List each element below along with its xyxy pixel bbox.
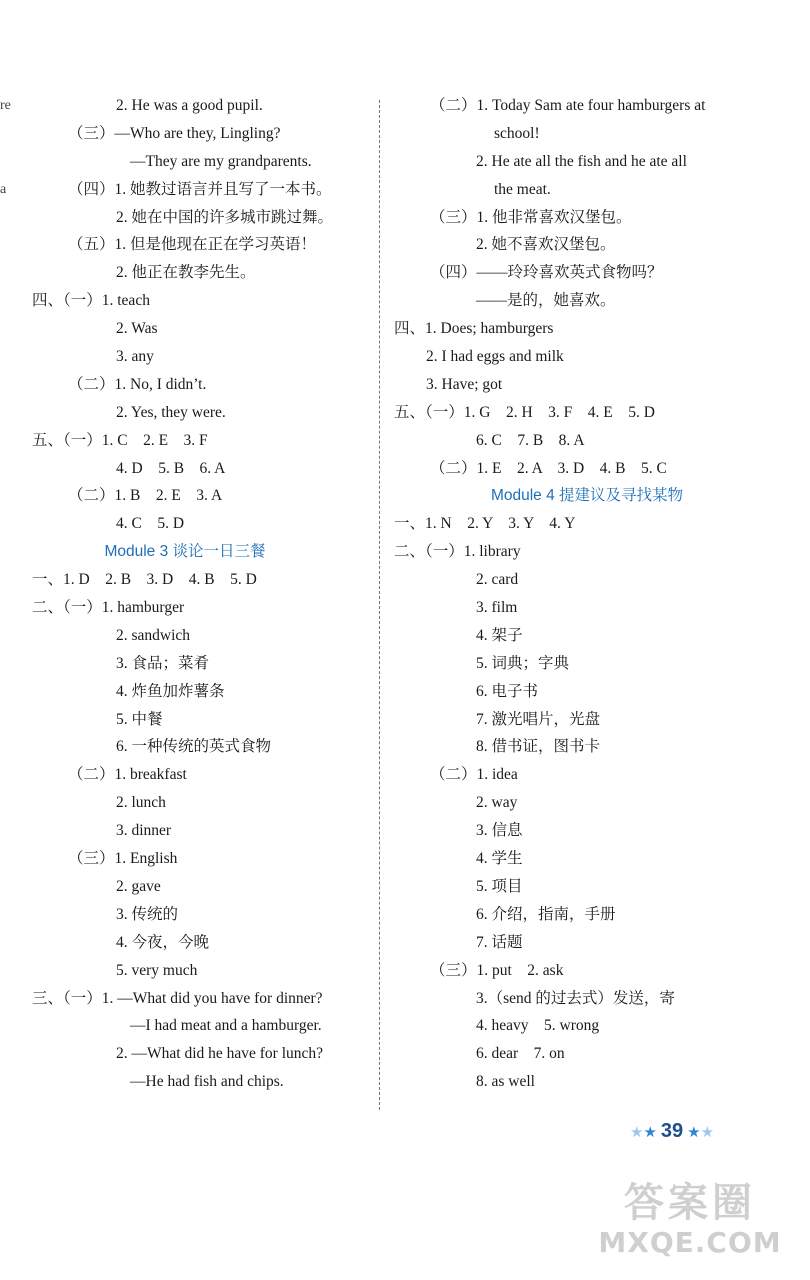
answer-line: 5. 中餐 [116, 710, 163, 728]
answer-line: （三）—Who are they, Lingling? [68, 124, 281, 142]
answer-line: （二）1. E 2. A 3. D 4. B 5. C [430, 459, 667, 477]
answer-line: （二）1. B 2. E 3. A [68, 487, 223, 505]
watermark-logo [575, 1180, 805, 1276]
answer-line: 二、（一）1. library [394, 543, 521, 561]
answer-line: 一、1. D 2. B 3. D 4. B 5. D [32, 571, 257, 589]
answer-line: 4. D 5. B 6. A [116, 459, 226, 477]
answer-line: （二）1. idea [430, 766, 518, 784]
answer-line: 3. 食品；菜肴 [116, 654, 210, 672]
answer-line: 五、（一）1. C 2. E 3. F [32, 431, 208, 449]
answer-line: （四）1. 她教过语言并且写了一本书。 [68, 180, 332, 198]
answer-line: （三）1. English [68, 850, 178, 868]
answer-line: （三）1. put 2. ask [430, 961, 564, 979]
answer-line: （三）1. 他非常喜欢汉堡包。 [430, 208, 632, 226]
answer-line: 2. 她在中国的许多城市跳过舞。 [116, 208, 334, 226]
answer-line: （四）——玲玲喜欢英式食物吗？ [430, 264, 663, 282]
module-heading: Module 4 提建议及寻找某物 [490, 487, 684, 505]
answer-line: 四、（一）1. teach [32, 292, 150, 310]
answer-line: 7. 激光唱片，光盘 [476, 710, 601, 728]
answer-line: 4. C 5. D [116, 515, 185, 533]
answer-line: 3. film [476, 599, 518, 617]
page-footer [630, 1116, 714, 1146]
answer-line: school! [494, 124, 540, 142]
star-icon: ★ [687, 1124, 701, 1141]
watermark-top: 答案圈 [624, 1180, 756, 1226]
answer-line: 3. Have; got [426, 375, 503, 393]
answer-line: （二）1. breakfast [68, 766, 187, 784]
star-icon: ★ [643, 1124, 657, 1141]
answer-line: 4. 架子 [476, 626, 523, 644]
answer-line: 3. dinner [116, 822, 172, 840]
answer-line: 2. I had eggs and milk [426, 348, 564, 366]
answer-line: 2. Was [116, 320, 158, 338]
answer-line: 二、（一）1. hamburger [32, 599, 185, 617]
answer-line: 2. He ate all the fish and he ate all [476, 152, 687, 170]
answer-line: 2. 她不喜欢汉堡包。 [476, 236, 616, 254]
watermark-bottom: MXQE.COM [598, 1226, 782, 1259]
answer-line: 3. 传统的 [116, 905, 179, 923]
column-divider [379, 100, 380, 1110]
answer-line: 一、1. N 2. Y 3. Y 4. Y [394, 515, 576, 533]
answer-line: 2. He was a good pupil. [116, 97, 263, 114]
answer-line: 4. 炸鱼加炸薯条 [116, 682, 225, 700]
answer-line: 3. any [116, 348, 154, 366]
answer-line: —They are my grandparents. [130, 152, 312, 170]
answer-line: 3. 信息 [476, 822, 523, 840]
answer-line: —He had fish and chips. [130, 1073, 284, 1091]
right-column [382, 92, 792, 1096]
star-icon: ★ [700, 1124, 715, 1141]
answer-line: 2. lunch [116, 794, 166, 812]
answer-line: 7. 话题 [476, 933, 523, 951]
answer-line: 6. dear 7. on [476, 1045, 565, 1063]
answer-line: 5. 词典；字典 [476, 654, 570, 672]
answer-line: 2. sandwich [116, 626, 191, 644]
answer-line: 8. 借书证，图书卡 [476, 738, 601, 756]
answer-line: 6. C 7. B 8. A [476, 431, 585, 449]
answer-line: 2. 他正在教李先生。 [116, 264, 256, 282]
answer-line: 5. 项目 [476, 877, 523, 895]
answer-line: 6. 介绍，指南，手册 [476, 905, 616, 923]
module-heading: Module 3 谈论一日三餐 [104, 543, 266, 561]
answer-line: 5. very much [116, 961, 198, 979]
answer-line: 四、1. Does; hamburgers [394, 320, 554, 338]
left-edge-fragment: re [0, 98, 11, 113]
star-icon: ★ [630, 1124, 644, 1141]
answer-line: 2. card [476, 571, 519, 589]
answer-line: 4. 今夜，今晚 [116, 933, 210, 951]
page-number: 39 [660, 1120, 684, 1142]
answer-line: （二）1. No, I didn’t. [68, 375, 207, 393]
answer-line: 三、（一）1. —What did you have for dinner? [32, 989, 323, 1007]
answer-line: （五）1. 但是他现在正在学习英语！ [68, 236, 317, 254]
answer-line: 2. way [476, 794, 518, 812]
answer-line: （二）1. Today Sam ate four hamburgers at [430, 97, 706, 114]
answer-line: —I had meat and a hamburger. [130, 1017, 322, 1035]
answer-line: the meat. [494, 180, 551, 198]
answer-line: 8. as well [476, 1073, 535, 1091]
answer-line: 4. heavy 5. wrong [476, 1017, 600, 1035]
left-column [0, 92, 378, 1096]
answer-line: 6. 电子书 [476, 682, 539, 700]
answer-line: ——是的，她喜欢。 [476, 292, 616, 310]
answer-line: 6. 一种传统的英式食物 [116, 738, 272, 756]
answer-line: 五、（一）1. G 2. H 3. F 4. E 5. D [394, 403, 655, 421]
answer-line: 4. 学生 [476, 850, 523, 868]
answer-line: 3.（send 的过去式）发送，寄 [476, 989, 675, 1007]
answer-line: 2. —What did he have for lunch? [116, 1045, 324, 1063]
answer-line: 2. Yes, they were. [116, 403, 226, 421]
answer-line: 2. gave [116, 877, 161, 895]
left-edge-fragment: a [0, 182, 7, 197]
